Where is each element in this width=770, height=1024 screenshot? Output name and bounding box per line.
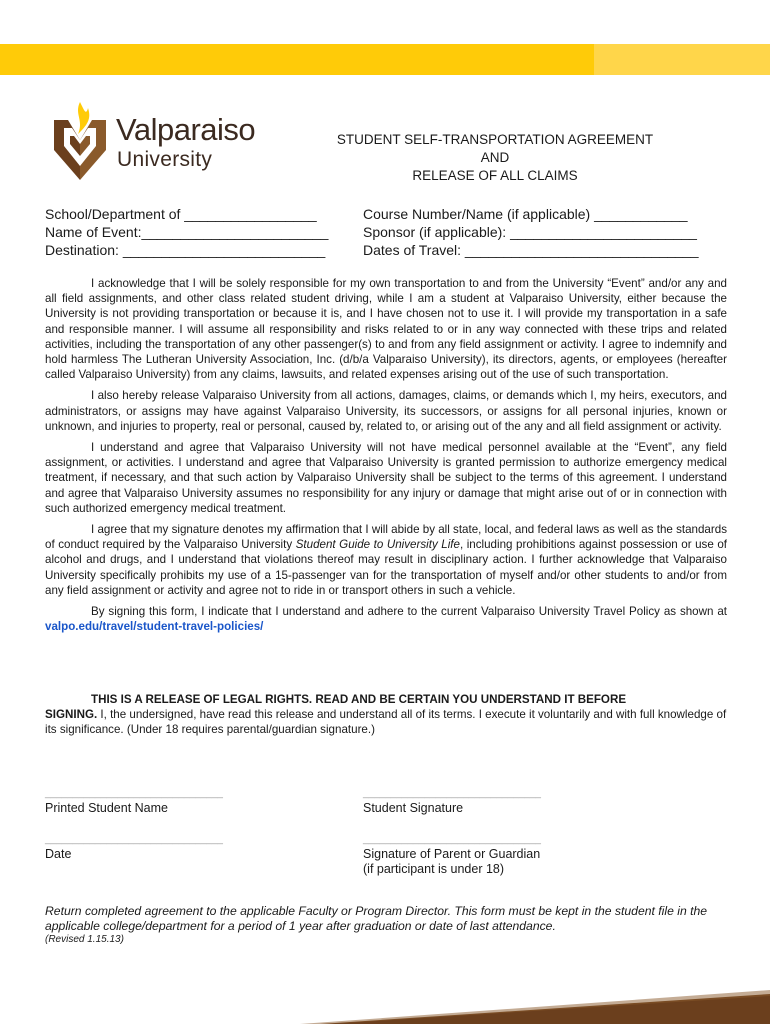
dates-of-travel-field[interactable]: Dates of Travel: ______________________________ bbox=[363, 242, 699, 258]
title-line-2: AND bbox=[480, 150, 510, 165]
printed-name-line[interactable]: ________________________________ bbox=[45, 788, 223, 799]
guardian-signature-label: Signature of Parent or Guardian bbox=[363, 847, 541, 861]
student-signature-block bbox=[363, 786, 541, 816]
title-line-1: STUDENT SELF-TRANSPORTATION AGREEMENT bbox=[336, 132, 654, 147]
logo-subtitle: University bbox=[117, 148, 213, 171]
release-warning: THIS IS A RELEASE OF LEGAL RIGHTS. READ AND BE CERTAIN YOU UNDERSTAND IT BEFORE bbox=[91, 693, 627, 706]
legal-release-statement bbox=[45, 692, 727, 738]
guardian-signature-line[interactable]: ________________________________ bbox=[363, 834, 541, 845]
agreement-body bbox=[45, 276, 727, 640]
torch-shield-icon bbox=[50, 100, 110, 182]
guardian-signature-block bbox=[363, 832, 541, 877]
paragraph-medical: I understand and agree that Valparaiso University will not have medical personnel available at the “Event”, any field assignment, or activities. I understand and agree that Valparaiso University is granted permission to authorize emergency medical treatment, if necessary, and that such action by Valparaiso University shall be subject to the terms of this agreement. I understand and agree that Valparaiso University assumes no responsibility for any injury or damage that might arise out of or in connection with such authorized emergency medical treatment. bbox=[45, 441, 727, 515]
student-guide-title: Student Guide to University Life bbox=[295, 538, 460, 552]
printed-name-block bbox=[45, 786, 223, 816]
travel-policy-link[interactable]: valpo.edu/travel/student-travel-policies/ bbox=[45, 620, 264, 634]
fields-left bbox=[45, 205, 328, 259]
document-title bbox=[300, 131, 690, 185]
revision-date: (Revised 1.15.13) bbox=[45, 934, 124, 945]
course-number-field[interactable]: Course Number/Name (if applicable) ____________ bbox=[363, 206, 688, 222]
printed-name-label: Printed Student Name bbox=[45, 801, 168, 815]
guardian-signature-note: (if participant is under 18) bbox=[363, 862, 505, 876]
paragraph-release: I also hereby release Valparaiso University from all actions, damages, claims, or demands which I, my heirs, executors, and administrators, or assigns may have against Valparaiso University, its successors, or assigns for all personal injuries, known or unknown, and injuries to property, real or personal, caused by, related to, or arising out of the any and all field assignment or activity. bbox=[45, 389, 727, 433]
event-name-field[interactable]: Name of Event:________________________ bbox=[45, 224, 329, 240]
fields-right bbox=[363, 205, 699, 259]
student-signature-line[interactable]: ________________________________ bbox=[363, 788, 541, 799]
paragraph-conduct: I agree that my signature denotes my affirmation that I will abide by all state, local, and federal laws as well as the standards of conduct required by the Valparaiso University Student Guide to University Life, including prohibitions against possession or use of alcohol and drugs, and I understand that violations thereof may result in disciplinary action. I further acknowledge that Valparaiso University specifically prohibits my use of a 15-passenger van for the transportation of myself and/or other students to and/or from any field assignment or activity and agree not to ride in or transport others in such a vehicle. bbox=[45, 523, 727, 597]
student-signature-label: Student Signature bbox=[363, 801, 464, 815]
date-block bbox=[45, 832, 223, 862]
footer-brown-band bbox=[0, 980, 770, 1024]
release-text: I, the undersigned, have read this release and understand all of its terms. I execute it voluntarily and with full knowledge of its significance. (Under 18 requires parental/guardian signature.) bbox=[45, 708, 727, 737]
date-line[interactable]: ________________________________ bbox=[45, 834, 223, 845]
destination-field[interactable]: Destination: __________________________ bbox=[45, 242, 326, 258]
paragraph-travel-policy: By signing this form, I indicate that I understand and adhere to the current Valparaiso University Travel Policy as shown at valpo.edu/travel/student-travel-policies/ bbox=[45, 605, 727, 634]
school-department-field[interactable]: School/Department of _________________ bbox=[45, 206, 317, 222]
release-signing: SIGNING. bbox=[45, 708, 98, 722]
sponsor-field[interactable]: Sponsor (if applicable): ________________________ bbox=[363, 224, 697, 240]
date-label: Date bbox=[45, 847, 72, 861]
header-gold-band-accent bbox=[594, 44, 770, 75]
paragraph-acknowledge: I acknowledge that I will be solely responsible for my own transportation to and from the University “Event” and/or any and all field assignments, and other class related student driving, while I am a student at Valparaiso University, either because the University is not providing transportation or because it is, and I have chosen not to use it. I will provide my transportation in a safe and responsible manner. I will assume all responsibility and risks related to or in any way connected with these trips and related activities, including the transportation of any other passenger(s) to and from any field assignment or activity. I agree to indemnify and hold harmless The Lutheran University Association, Inc. (d/b/a Valparaiso University), its directors, agents, or employees (hereafter called Valparaiso University) from any claims, lawsuits, and related expenses arising out of the use of such transportation. bbox=[45, 277, 727, 382]
valparaiso-logo bbox=[50, 100, 260, 182]
return-instructions: Return completed agreement to the applicable Faculty or Program Director. This form must be kept in the student file in the applicable college/department for a period of 1 year after graduation or date of last attendance. bbox=[45, 904, 708, 933]
title-line-3: RELEASE OF ALL CLAIMS bbox=[412, 168, 578, 183]
logo-wordmark: Valparaiso bbox=[116, 112, 256, 147]
